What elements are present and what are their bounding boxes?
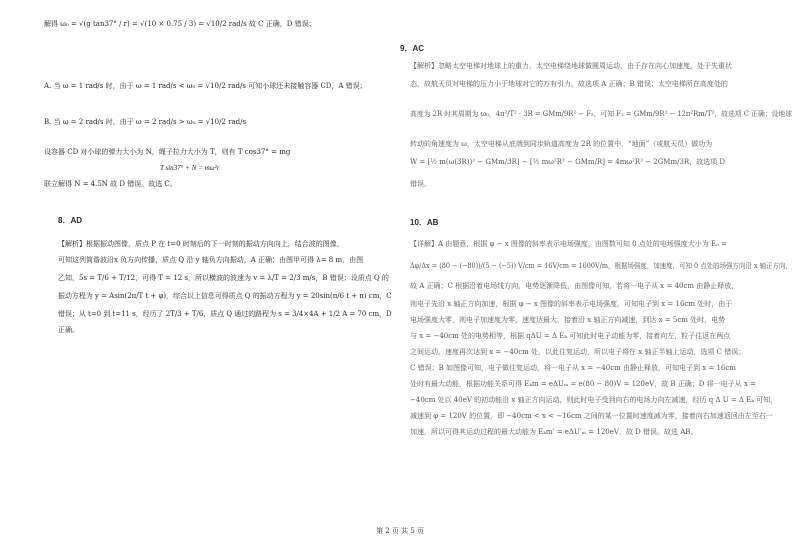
q8-line-3: 乙知，5s = T/6 + T/12，可得 T = 12 s，所以横波的波速为 v = λ/T = 2/3 m/s，B 错误；设质点 Q 的	[58, 274, 389, 282]
line-option-b: B. 当 ω = 2 rad/s 时，由于 ω = 2 rad/s > ω₀ = √10/2 rad/s	[44, 118, 247, 126]
q10-line-12: 加速，所以可得其运动过程的最大动能为 Eₖm' = eΔU'ₘ = 120eV，故 D 错误。故选 AB。	[410, 428, 698, 436]
q10-line-8: C 错误；B 如图像可知，电子做往复运动，将一电子从 x = −40cm 由静止释放，可知电子到 x = 16cm	[410, 364, 736, 372]
q10-line-11: 减速到 φ = 120V 的位置，即 −40cm < x < −16cm 之间的某一位置时速度减为零，接着向右加速返回由左至右一	[410, 412, 773, 420]
q10-line-10: −40cm 处以 40eV 的初动能沿 x 轴正方向运动，则此时电子受到向右的电场力向左减速，经历 q Δ U = Δ Eₖ 可知，	[410, 396, 778, 404]
q9-line-2: 态，故航天员对电梯的压力小于地球对它的万有引力，故选项 A 正确；B 错误；太空电梯所在高度处的	[410, 80, 728, 88]
page-number: 第 2 页 共 5 页	[375, 527, 425, 535]
q10-line-9: 处时有最大动能，根据功能关系可得 Eₖm = eΔUₘ = e(80 − 80)V = 120eV，故 B 正确；D 将一电子从 x =	[410, 380, 756, 388]
q8-line-5: 错误；从 t=0 到 t=11 s，经历了 2T/3 + T/6，质点 Q 通过的路程为 s = 3/4×4A + 1/2 A = 70 cm，D	[58, 310, 392, 318]
q9-line-1: 【解析】忽略太空电梯对地球上的重力，太空电梯绕地球做圆周运动，由于存在向心加速度，处于失重状	[410, 62, 732, 70]
question-9-header: 9．AC	[400, 44, 425, 53]
q10-line-3: 故 A 正确；C 根据沿着电场线方向，电势逐渐降低，由图像可知，若将一电子从 x = 40cm 由静止释放，	[410, 282, 739, 290]
q8-line-6: 正确。	[58, 326, 79, 334]
q10-line-4: 则电子先沿 x 轴正方向加速，根据 φ − x 图像的斜率表示电场强度，可知电子到 x = 16cm 处时，由于	[410, 300, 733, 308]
question-8-header: 8．AD	[58, 216, 83, 225]
equation-force: T sin37° + N = mω²r	[160, 164, 220, 172]
q8-line-4: 振动方程为 y = Asin(2π/T t + φ)，综合以上信息可得质点 Q 的振动方程为 y = 20sin(π/6 t + π) cm，C	[58, 292, 392, 300]
q8-line-1: 【解析】根据振动图像，质点 P 在 t=0 时刻后的下一时刻的振动方向向上，结合波的图像，	[58, 240, 344, 248]
question-10-header: 10．AB	[410, 218, 439, 227]
q9-line-4: 转动的角速度为 ω，太空电梯从底端到同步轨道高度为 2R 的位置中，“地面”（或航天员）做功为	[410, 140, 713, 148]
q9-line-5: W = [½ m(ω(3R))² − GMm/3R] − [½ mω²R² − GMm/R] = 4mω²R² − 2GMm/3R，故选项 D	[410, 158, 726, 166]
line-setup: 设容器 CD 对小球的弹力大小为 N，绳子拉力大小为 T，则有 T cos37° = mg	[44, 148, 291, 156]
line-option-a: A. 当 ω = 1 rad/s 时，由于 ω = 1 rad/s < ω₀ = √10/2 rad/s 可知小球还未接触容器 CD，A 错误；	[44, 82, 367, 90]
q9-line-3: 高度为 2R 时其周期为 ω₀，4π²/T² · 3R = GMm/9R² − F₂，可知 F₂ = GMm/9R² − 12π²Rm/T²，故选项 C 正确；设地球	[410, 110, 793, 118]
line-omega0: 解得 ω₀ = √(g tan37° / r) = √(10 × 0.75 / 3) = √10/2 rad/s 故 C 正确，D 错误；	[44, 20, 316, 28]
q9-line-6: 错误。	[410, 180, 431, 188]
q10-line-7: 之间运动，速度再次达到 x = −40cm 处，以此往复运动，所以电子将在 x 轴正半轴上运动，选项 C 错误；	[410, 348, 746, 356]
q10-line-2: Δφ/Δx = (80 − (−80))/(5 − (−5)) V/cm = 16V/cm = 1600V/m，根据场强度，加速度，可知 0 点处的场强方向沿 x 轴正方向，	[410, 262, 792, 270]
right-column	[400, 0, 800, 547]
q8-line-2: 可知这列简谐波沿x 负方向传播，质点 Q 沿 y 轴负方向振动，A 正确；由图甲可得 λ= 8 m，由图	[58, 256, 364, 264]
q10-line-6: 与 x = −40cm 处的电势相等，根据 qΔU = Δ Eₖ 可知此时电子动能为零，接着向左，粒子往返在两点	[410, 332, 731, 340]
q10-line-5: 电场强度大零，则电子加速度为零，速度达最大，接着沿 x 轴正方向减速，到达 x = 5cm 处时，电势	[410, 316, 726, 324]
line-conclusion: 联立解得 N = 4.5N 故 D 错误。故选 C。	[44, 180, 177, 188]
q10-line-1: 【详解】A 由题意，根据 φ − x 图像的斜率表示电场强度，由图数可知 0 点处的电场强度大小为 E₀ =	[410, 240, 728, 248]
